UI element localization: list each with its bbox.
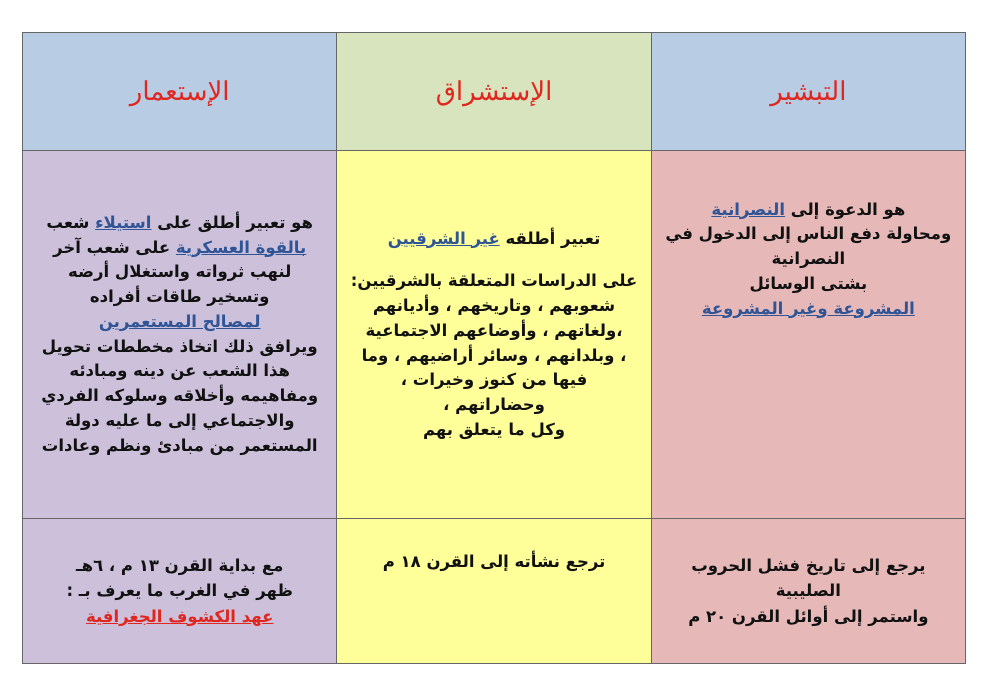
istimar-p5-link[interactable]: لمصالح المستعمرين xyxy=(98,311,261,331)
istishraq-def-prefix: تعبير أطلقه xyxy=(499,228,601,248)
header-row xyxy=(23,33,966,151)
tabshir-def-line3: النصرانية xyxy=(771,249,846,269)
istishraq-definition-cell xyxy=(337,151,651,519)
istimar-line8: ومفاهيمه وأخلاقه وسلوكه الفردي xyxy=(41,386,319,405)
tabshir-def-prefix: هو الدعوة إلى xyxy=(785,199,906,219)
istishraq-line3: ،ولغاتهم ، وأوضاعهم الاجتماعية xyxy=(365,320,623,340)
istimar-origin-line2: ظهر في الغرب ما يعرف بـ : xyxy=(66,581,293,601)
tabshir-def-line1 xyxy=(662,198,955,223)
istimar-origin-line1: مع بداية القرن ١٣ م ، ٦هـ xyxy=(76,555,284,575)
header-istishraq: الإستشراق xyxy=(337,33,651,151)
tabshir-def-line4: بشتى الوسائل xyxy=(749,273,868,293)
istishraq-def-link[interactable]: غير الشرقيين xyxy=(387,228,500,248)
istimar-line9: والاجتماعي إلى ما عليه دولة xyxy=(64,410,295,430)
istishraq-line7: وكل ما يتعلق بهم xyxy=(422,419,566,439)
istimar-origin-cell xyxy=(23,519,337,664)
istishraq-def-line0 xyxy=(347,227,640,252)
istimar-line10: المستعمر من مبادئ ونظم وعادات xyxy=(41,435,318,455)
tabshir-origin-cell xyxy=(651,519,965,664)
header-istimar: الإستعمار xyxy=(23,33,337,151)
tabshir-def-line2: ومحاولة دفع الناس إلى الدخول في xyxy=(665,224,952,244)
istimar-line3: لنهب ثرواته واستغلال أرضه xyxy=(68,262,292,282)
istimar-p1-suffix: شعب xyxy=(46,212,96,232)
istimar-line7: هذا الشعب عن دينه ومبادئه xyxy=(69,361,290,381)
tabshir-def-link[interactable]: النصرانية xyxy=(711,199,786,219)
tabshir-def-link2[interactable]: المشروعة وغير المشروعة xyxy=(701,298,915,318)
istimar-p1-link[interactable]: استيلاء xyxy=(95,212,152,232)
origin-row xyxy=(23,519,966,664)
istimar-p1-prefix: هو تعبير أطلق على xyxy=(151,212,313,232)
comparison-table xyxy=(22,32,966,664)
istimar-p2-suffix: على شعب آخر xyxy=(53,237,176,257)
definition-row xyxy=(23,151,966,519)
istishraq-origin-cell xyxy=(337,519,651,664)
istimar-line6: ويرافق ذلك اتخاذ مخططات تحويل xyxy=(41,336,318,356)
istimar-line4: وتسخير طاقات أفراده xyxy=(89,287,270,306)
istimar-line1 xyxy=(33,211,326,236)
tabshir-origin-line1: يرجع إلى تاريخ فشل الحروب xyxy=(691,555,926,575)
istimar-definition-cell xyxy=(23,151,337,519)
istishraq-line2: شعوبهم ، وتاريخهم ، وأديانهم xyxy=(372,296,616,315)
istishraq-line4: ، وبلدانهم ، وسائر أراضيهم ، وما xyxy=(361,345,627,365)
tabshir-definition-cell xyxy=(651,151,965,519)
tabshir-origin-line3: واستمر إلى أوائل القرن ٢٠ م xyxy=(688,606,929,626)
istishraq-line6: وحضاراتهم ، xyxy=(443,395,545,414)
istimar-p2-link[interactable]: بالقوة العسكرية xyxy=(175,237,307,257)
istishraq-gap xyxy=(347,251,640,269)
istishraq-origin-text: ترجع نشأته إلى القرن ١٨ م xyxy=(382,552,606,571)
tabshir-origin-line2: الصليبية xyxy=(775,581,841,601)
istishraq-line5: فيها من كنوز وخيرات ، xyxy=(400,370,588,390)
header-tabshir: التبشير xyxy=(651,33,965,151)
tabshir-spacer xyxy=(662,321,955,471)
istimar-origin-link[interactable]: عهد الكشوف الجغرافية xyxy=(85,606,274,626)
istimar-line2 xyxy=(33,236,326,261)
istishraq-line1: على الدراسات المتعلقة بالشرقيين: xyxy=(350,271,638,291)
